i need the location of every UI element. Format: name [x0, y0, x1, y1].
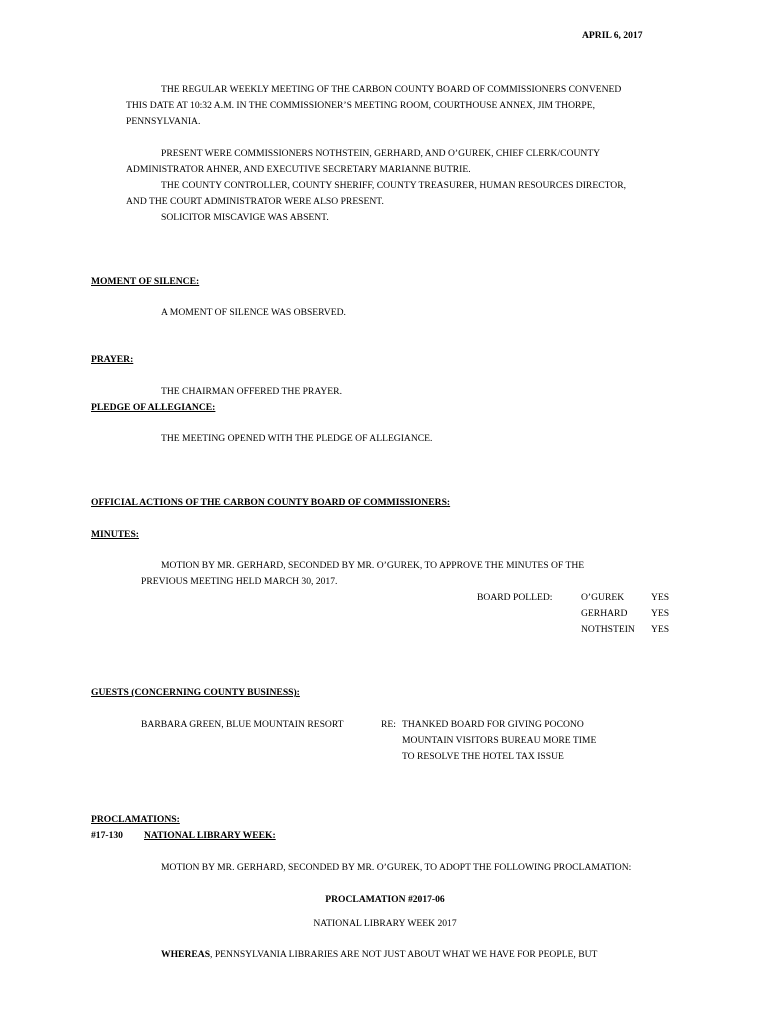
intro-line-3: PENNSYLVANIA. — [126, 116, 201, 127]
guest-re-label: RE: — [381, 719, 396, 730]
whereas-word: WHEREAS — [161, 949, 211, 960]
minutes-line-1: MOTION BY MR. GERHARD, SECONDED BY MR. O’GUREK, TO APPROVE THE MINUTES OF THE — [161, 560, 585, 571]
present-line-4: AND THE COURT ADMINISTRATOR WERE ALSO PRESENT. — [126, 196, 384, 207]
pledge-heading: PLEDGE OF ALLEGIANCE: — [91, 402, 216, 413]
vote-value: YES — [651, 592, 670, 603]
vote-name: GERHARD — [581, 608, 628, 619]
official-actions-heading: OFFICIAL ACTIONS OF THE CARBON COUNTY BOARD OF COMMISSIONERS: — [91, 497, 451, 508]
moment-of-silence-text: A MOMENT OF SILENCE WAS OBSERVED. — [161, 307, 346, 318]
whereas-paragraph — [161, 949, 597, 960]
prayer-heading: PRAYER: — [91, 354, 134, 365]
meeting-date: APRIL 6, 2017 — [582, 30, 643, 41]
proclamations-heading: PROCLAMATIONS: — [91, 814, 180, 825]
present-line-1: PRESENT WERE COMMISSIONERS NOTHSTEIN, GERHARD, AND O’GUREK, CHIEF CLERK/COUNTY — [161, 148, 601, 159]
guest-re-line-2: MOUNTAIN VISITORS BUREAU MORE TIME — [402, 735, 597, 746]
proclamation-item-title: NATIONAL LIBRARY WEEK: — [144, 830, 276, 841]
vote-name: NOTHSTEIN — [581, 624, 635, 635]
moment-of-silence-heading: MOMENT OF SILENCE: — [91, 276, 200, 287]
proclamation-item-number: #17-130 — [91, 830, 123, 841]
pledge-text: THE MEETING OPENED WITH THE PLEDGE OF ALLEGIANCE. — [161, 433, 433, 444]
minutes-line-2: PREVIOUS MEETING HELD MARCH 30, 2017. — [141, 576, 338, 587]
present-line-2: ADMINISTRATOR AHNER, AND EXECUTIVE SECRETARY MARIANNE BUTRIE. — [126, 164, 471, 175]
proclamation-motion: MOTION BY MR. GERHARD, SECONDED BY MR. O’GUREK, TO ADOPT THE FOLLOWING PROCLAMATION: — [161, 862, 632, 873]
guest-re-line-1: THANKED BOARD FOR GIVING POCONO — [402, 719, 584, 730]
present-line-3: THE COUNTY CONTROLLER, COUNTY SHERIFF, COUNTY TREASURER, HUMAN RESOURCES DIRECTOR, — [161, 180, 627, 191]
vote-value: YES — [651, 624, 670, 635]
intro-line-2: THIS DATE AT 10:32 A.M. IN THE COMMISSIONER’S MEETING ROOM, COURTHOUSE ANNEX, JIM THORPE, — [126, 100, 596, 111]
vote-name: O’GUREK — [581, 592, 625, 603]
vote-value: YES — [651, 608, 670, 619]
board-polled-label: BOARD POLLED: — [477, 592, 553, 603]
minutes-heading: MINUTES: — [91, 529, 139, 540]
guests-heading: GUESTS (CONCERNING COUNTY BUSINESS): — [91, 687, 300, 698]
guest-name: BARBARA GREEN, BLUE MOUNTAIN RESORT — [141, 719, 344, 730]
guest-re-line-3: TO RESOLVE THE HOTEL TAX ISSUE — [402, 751, 564, 762]
whereas-text: , PENNSYLVANIA LIBRARIES ARE NOT JUST ABOUT WHAT WE HAVE FOR PEOPLE, BUT — [210, 949, 598, 960]
proclamation-title: PROCLAMATION #2017-06 — [325, 894, 445, 905]
present-line-5: SOLICITOR MISCAVIGE WAS ABSENT. — [161, 212, 329, 223]
intro-line-1: THE REGULAR WEEKLY MEETING OF THE CARBON COUNTY BOARD OF COMMISSIONERS CONVENED — [161, 84, 622, 95]
prayer-text: THE CHAIRMAN OFFERED THE PRAYER. — [161, 386, 342, 397]
proclamation-subtitle: NATIONAL LIBRARY WEEK 2017 — [313, 918, 457, 929]
